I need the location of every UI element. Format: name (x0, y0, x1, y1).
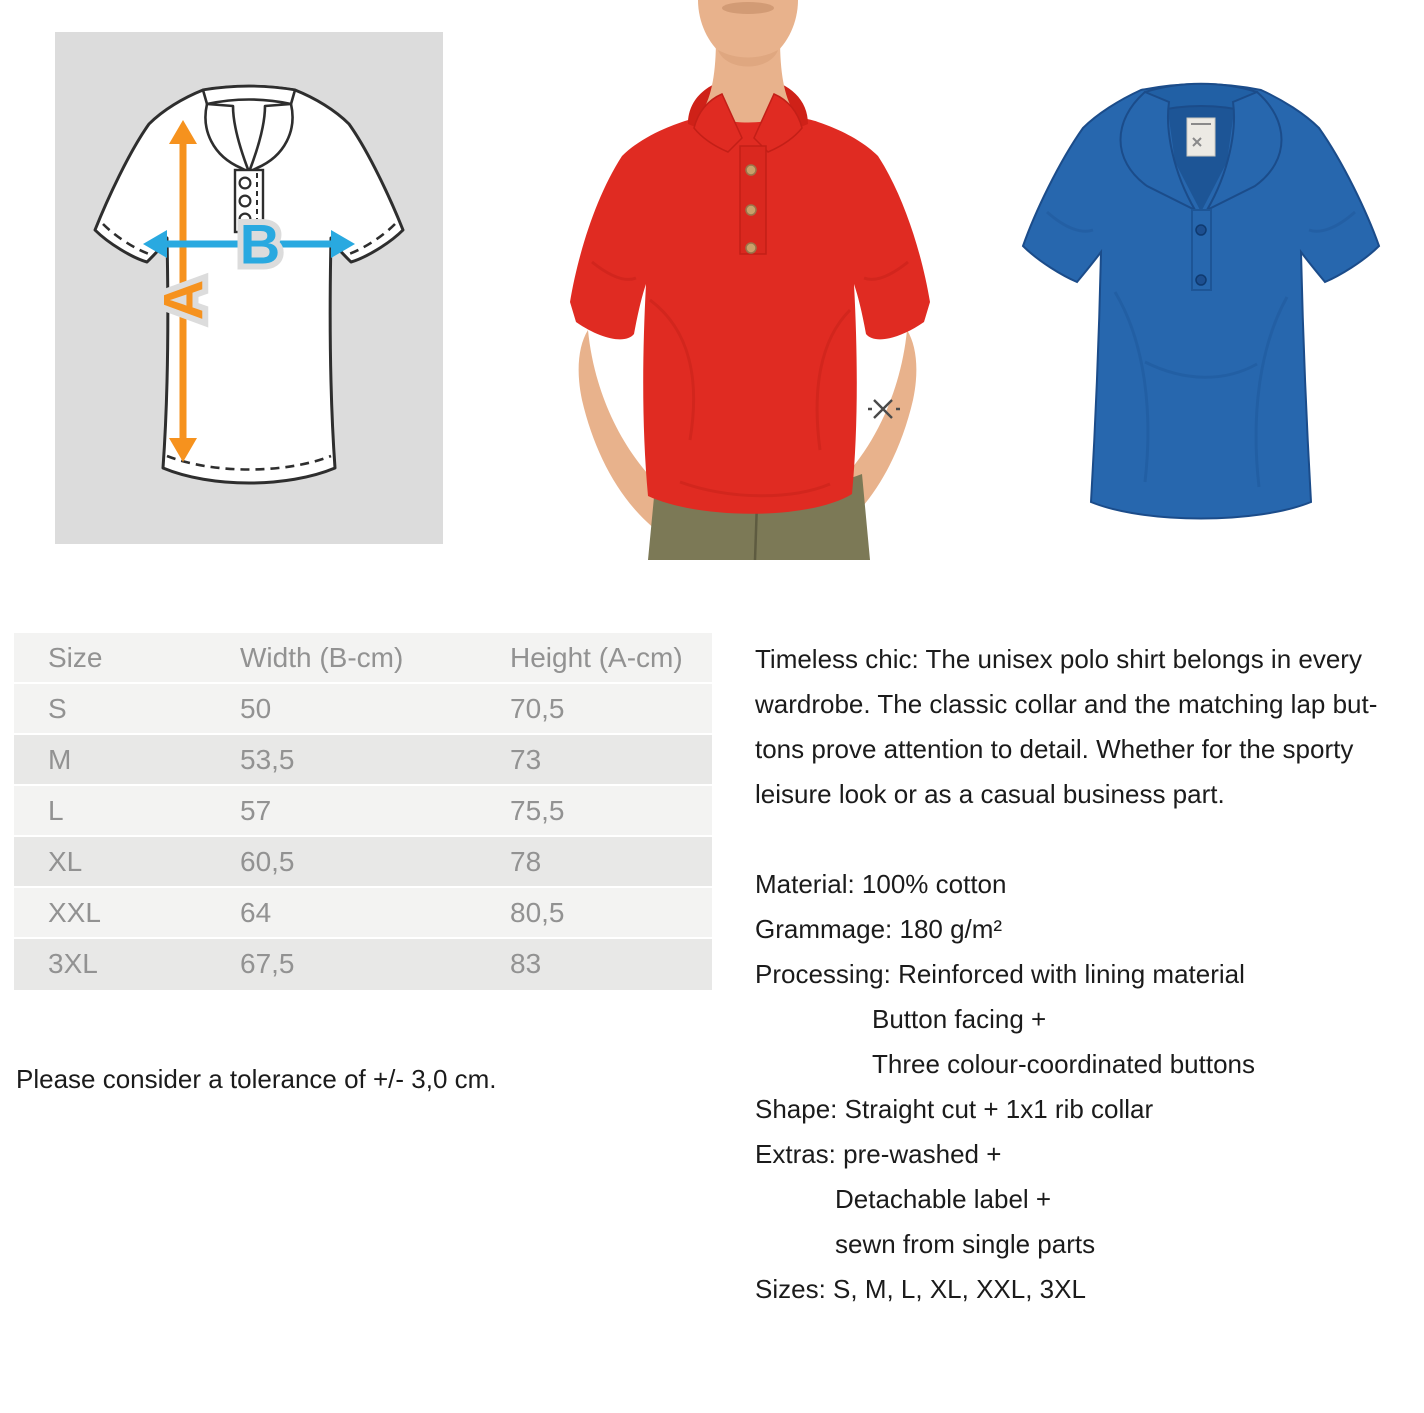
button-icon (1196, 225, 1206, 235)
button-icon (746, 165, 756, 175)
table-row (14, 939, 712, 990)
size-cell: 3XL (48, 948, 98, 979)
table-row (14, 837, 712, 888)
height-cell: 75,5 (510, 795, 565, 826)
size-diagram-panel (55, 32, 443, 544)
spec-line-sewn: sewn from single parts (835, 1229, 1096, 1259)
spec-line-extras: Extras: pre-washed + (755, 1139, 1002, 1169)
width-cell: 60,5 (240, 846, 295, 877)
size-cell: M (48, 744, 72, 775)
width-cell: 64 (240, 897, 272, 928)
size-cell: L (48, 795, 64, 826)
table-row (14, 735, 712, 786)
size-table (14, 633, 712, 990)
width-cell: 50 (240, 693, 272, 724)
spec-line-sizes: Sizes: S, M, L, XL, XXL, 3XL (755, 1274, 1086, 1304)
polo-outline-icon (95, 86, 403, 483)
tolerance-note: Please consider a tolerance of +/- 3,0 cm. (16, 1064, 497, 1094)
spec-line-label: Detachable label + (835, 1184, 1052, 1214)
size-cell: XXL (48, 897, 101, 928)
spec-line-buttons: Three colour-coordinated buttons (872, 1049, 1256, 1079)
height-cell: 73 (510, 744, 542, 775)
spec-line-button-facing: Button facing + (872, 1004, 1047, 1034)
table-row (14, 786, 712, 837)
column-header-height: Height (A-cm) (510, 642, 683, 673)
product-description (755, 637, 1424, 1312)
size-table-header (14, 633, 712, 684)
height-cell: 80,5 (510, 897, 565, 928)
product-photo (995, 62, 1407, 544)
spec-line-processing: Processing: Reinforced with lining material (755, 959, 1245, 989)
spec-line-material: Material: 100% cotton (755, 869, 1007, 899)
button-icon (240, 196, 251, 207)
width-cell: 67,5 (240, 948, 295, 979)
button-icon (746, 205, 756, 215)
button-icon (746, 243, 756, 253)
man-wearing-red-polo-illustration (530, 0, 965, 560)
model-photo (530, 0, 965, 560)
column-header-width: Width (B-cm) (240, 642, 404, 673)
red-placket (740, 146, 766, 254)
height-cell: 83 (510, 948, 542, 979)
height-arrow-label: A (151, 279, 215, 321)
size-cell: S (48, 693, 67, 724)
button-icon (1196, 275, 1206, 285)
button-icon (240, 178, 251, 189)
table-row (14, 888, 712, 939)
width-arrow-label: B (239, 212, 281, 276)
height-cell: 78 (510, 846, 542, 877)
width-cell: 53,5 (240, 744, 295, 775)
polo-measurement-diagram (55, 32, 443, 544)
table-row (14, 684, 712, 735)
description-line: tons prove attention to detail. Whether for the sporty (755, 734, 1354, 764)
spec-line-shape: Shape: Straight cut + 1x1 rib collar (755, 1094, 1154, 1124)
height-cell: 70,5 (510, 693, 565, 724)
column-header-size: Size (48, 642, 103, 673)
spec-line-grammage: Grammage: 180 g/m² (755, 914, 1003, 944)
description-line: wardrobe. The classic collar and the matching lap but- (755, 689, 1378, 719)
blue-polo-illustration (995, 62, 1407, 544)
width-cell: 57 (240, 795, 272, 826)
description-line: leisure look or as a casual business part. (755, 779, 1225, 809)
mouth-shadow (722, 2, 774, 14)
size-cell: XL (48, 846, 83, 877)
description-line: Timeless chic: The unisex polo shirt belongs in every (755, 644, 1362, 674)
